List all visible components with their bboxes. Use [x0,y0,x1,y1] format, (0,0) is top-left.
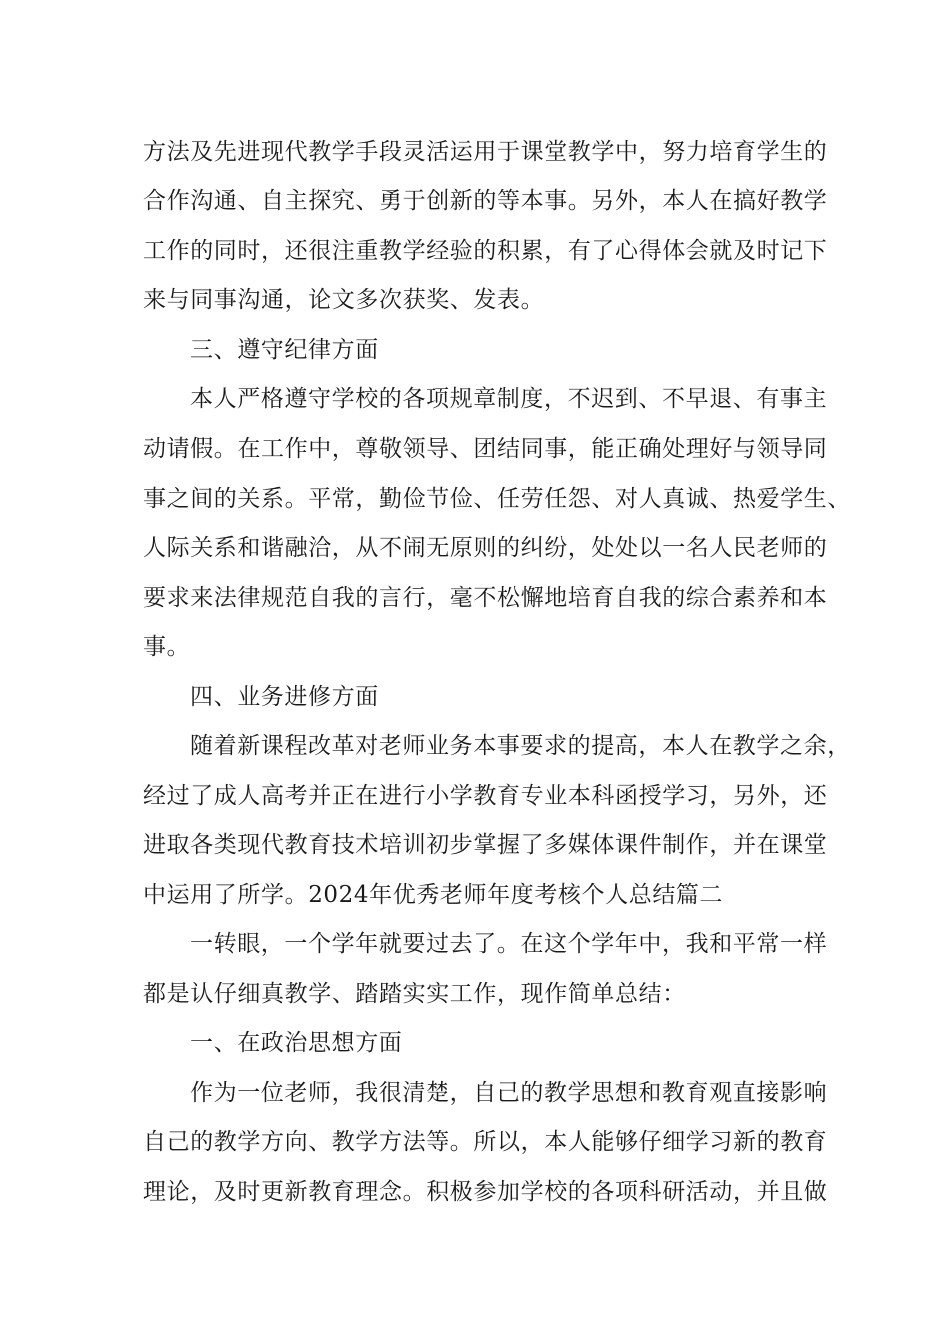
text-line: 事。 [143,634,191,660]
text-line: 理论，及时更新教育理念。积极参加学校的各项科研活动，并且做 [143,1179,828,1205]
text-line: 方法及先进现代教学手段灵活运用于课堂教学中，努力培育学生的 [143,139,828,165]
text-line: 都是认仔细真教学、踏踏实实工作，现作简单总结： [143,981,686,1007]
text-line: 来与同事沟通，论文多次获奖、发表。 [143,287,545,313]
section-heading: 三、遵守纪律方面 [190,337,379,363]
text-line: 合作沟通、自主探究、勇于创新的等本事。另外，本人在搞好教学 [143,188,828,214]
text-line: 经过了成人高考并正在进行小学教育专业本科函授学习，另外，还 [143,783,828,809]
text-line: 要求来法律规范自我的言行，毫不松懈地培育自我的综合素养和本 [143,585,828,611]
text-line: 中运用了所学。2024年优秀老师年度考核个人总结篇二 [143,882,724,908]
text-line: 随着新课程改革对老师业务本事要求的提高，本人在教学之余， [190,733,851,759]
text-line: 动请假。在工作中，尊敬领导、团结同事，能正确处理好与领导同 [143,436,828,462]
text-line: 本人严格遵守学校的各项规章制度，不迟到、不早退、有事主 [190,386,828,412]
section-heading: 一、在政治思想方面 [190,1030,403,1056]
text-line: 作为一位老师，我很清楚，自己的教学思想和教育观直接影响 [190,1080,828,1106]
text-line: 工作的同时，还很注重教学经验的积累，有了心得体会就及时记下 [143,238,828,264]
text-line: 人际关系和谐融洽，从不闹无原则的纠纷，处处以一名人民老师的 [143,535,828,561]
text-line: 自己的教学方向、教学方法等。所以，本人能够仔细学习新的教育 [143,1129,828,1155]
text-line: 一转眼，一个学年就要过去了。在这个学年中，我和平常一样 [190,931,828,957]
section-heading: 四、业务进修方面 [190,684,379,710]
text-line: 进取各类现代教育技术培训初步掌握了多媒体课件制作，并在课堂 [143,832,828,858]
text-line: 事之间的关系。平常，勤俭节俭、任劳任怨、对人真诚、热爱学生、 [143,486,851,512]
